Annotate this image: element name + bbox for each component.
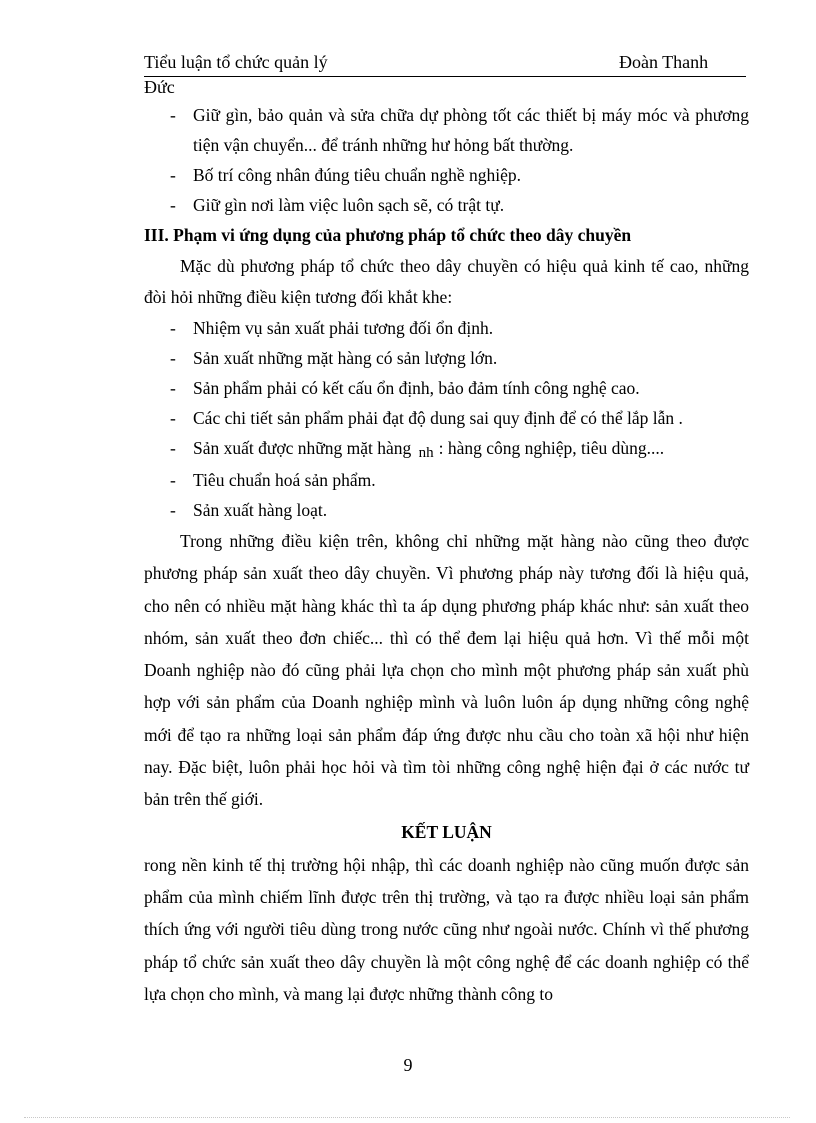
list-item (144, 190, 749, 220)
list-item-text: Giữ gìn nơi làm việc luôn sạch sẽ, có trật tự. (193, 195, 505, 215)
list-item-text: Sản xuất những mặt hàng có sản lượng lớn. (193, 348, 498, 368)
page-bottom-border (24, 1117, 790, 1118)
bullet-dash: - (170, 105, 176, 125)
bullet-dash: - (170, 438, 176, 458)
intro-paragraph: Mặc dù phương pháp tổ chức theo dây chuyền có hiệu quả kinh tế cao, những đòi hỏi những điều kiện tương đối khắt khe: (144, 256, 749, 307)
list-item (144, 100, 749, 160)
page-number: 9 (403, 1055, 413, 1075)
header-author-continued: Đức (144, 77, 175, 97)
list-item-text: Bố trí công nhân đúng tiêu chuẩn nghề nghiệp. (193, 165, 522, 185)
list-item (144, 160, 749, 190)
list-item-text: Các chi tiết sản phẩm phải đạt độ dung sai quy định để có thể lắp lẫn . (193, 408, 683, 428)
bullet-dash: - (170, 318, 176, 338)
list-item-text: Sản phẩm phải có kết cấu ổn định, bảo đảm tính công nghệ cao. (193, 378, 640, 398)
conclusion-paragraph: rong nền kinh tế thị trường hội nhập, thì các doanh nghiệp nào cũng muốn được sản phẩm của mình chiếm lĩnh được trên thị trường, và tạo ra được nhiều loại sản phẩm thích ứng với người tiêu dùng trong nước cũng như ngoài nước. Chính vì thế phương pháp tổ chức sản xuất theo dây chuyền là một công nghệ để các doanh nghiệp có thể lựa chọn cho mình, và mang lại được những thành công to (144, 854, 749, 1004)
list-item-fragment: nh (418, 445, 434, 461)
list-item (144, 433, 749, 465)
list-item-text: Sản xuất hàng loạt. (193, 500, 328, 520)
conclusion-title: KẾT LUẬN (401, 821, 492, 842)
bullet-dash: - (170, 500, 176, 520)
list-item-text: Nhiệm vụ sản xuất phải tương đối ổn định. (193, 318, 494, 338)
list-item (144, 495, 749, 525)
bullet-dash: - (170, 348, 176, 368)
header-author: Đoàn Thanh (619, 52, 709, 72)
list-item (144, 313, 749, 343)
list-item (144, 373, 749, 403)
bullet-dash: - (170, 470, 176, 490)
bullet-dash: - (170, 195, 176, 215)
header-title: Tiểu luận tổ chức quản lý (144, 52, 328, 72)
list-item-text: Tiêu chuẩn hoá sản phẩm. (193, 470, 376, 490)
main-paragraph: Trong những điều kiện trên, không chỉ những mặt hàng nào cũng theo được phương pháp sản xuất theo dây chuyền. Vì phương pháp này tương đối là hiệu quả, cho nên có nhiều mặt hàng khác thì ta áp dụng phương pháp khác như: sản xuất theo nhóm, sản xuất theo đơn chiếc... thì có thể đem lại hiệu quả hơn. Vì thế mỗi một Doanh nghiệp nào đó cũng phải lựa chọn cho mình một phương pháp sản xuất phù hợp với sản phẩm của Doanh nghiệp mình và luôn luôn áp dụng những công nghệ mới để tạo ra những loại sản phẩm đáp ứng được nhu cầu cho toàn xã hội như hiện nay. Đặc biệt, luôn phải học hỏi và tìm tòi những công nghệ hiện đại ở các nước tư bản trên thế giới. (144, 531, 749, 810)
body-text (144, 100, 749, 1010)
section-heading: III. Phạm vi ứng dụng của phương pháp tổ chức theo dây chuyền (144, 225, 632, 245)
bullet-dash: - (170, 378, 176, 398)
header-rule (144, 76, 746, 77)
list-item-text: Giữ gìn, bảo quản và sửa chữa dự phòng tốt các thiết bị máy móc và phương tiện vận chuyển... để tránh những hư hỏng bất thường. (193, 105, 749, 155)
list-item (144, 403, 749, 433)
bullet-dash: - (170, 165, 176, 185)
bullet-dash: - (170, 408, 176, 428)
list-item-text-end: : hàng công nghiệp, tiêu dùng.... (438, 438, 665, 458)
list-item (144, 465, 749, 495)
list-item-text: Sản xuất được những mặt hàng (193, 438, 412, 458)
list-item (144, 343, 749, 373)
